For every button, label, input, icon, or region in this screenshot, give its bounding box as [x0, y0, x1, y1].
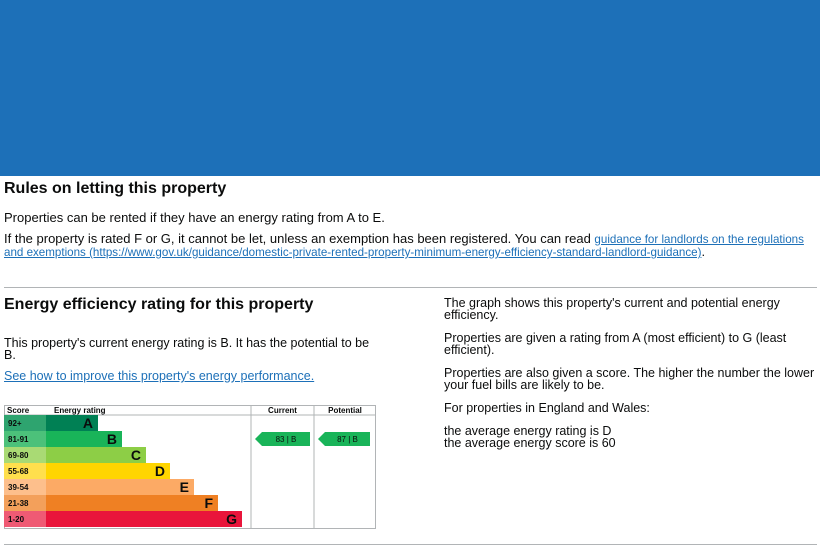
rules-paragraph-2-text: If the property is rated F or G, it cannot be let, unless an exemption has been registered. You can read: [4, 231, 595, 246]
rating-scale-explanation: Properties are given a rating from A (most efficient) to G (least efficient).: [444, 331, 787, 357]
band-score-label-c: 69-80: [8, 451, 29, 460]
band-letter-d: D: [154, 463, 165, 479]
energy-rating-chart: [4, 405, 376, 529]
band-bar-g: [46, 511, 242, 527]
band-score-label-g: 1-20: [8, 515, 25, 524]
band-score-label-b: 81-91: [8, 435, 29, 444]
rules-paragraph-2-end: .: [701, 244, 706, 259]
graph-explanation: The graph shows this property's current and potential energy efficiency.: [444, 296, 780, 322]
energy-efficiency-heading: Energy efficiency rating for this property: [4, 296, 314, 313]
regional-intro: For properties in England and Wales:: [444, 401, 650, 415]
header-banner: [0, 0, 820, 176]
rules-paragraph-2: [4, 233, 818, 259]
band-score-label-a: 92+: [8, 419, 22, 428]
band-letter-e: E: [179, 479, 189, 495]
rules-paragraph-1: Properties can be rented if they have an energy rating from A to E.: [4, 210, 385, 225]
landlord-guidance-link[interactable]: guidance for landlords on the regulations and exemptions (https://www.gov.uk/guidance/domestic-private-rented-property-minimum-energy-efficiency-standard-landlord-guidance): [4, 233, 804, 259]
band-bar-d: [46, 463, 170, 479]
band-letter-f: F: [204, 495, 213, 511]
average-score: the average energy score is 60: [444, 436, 616, 450]
band-score-label-e: 39-54: [8, 483, 29, 492]
energy-rating-summary: This property's current energy rating is B. It has the potential to be B.: [4, 336, 370, 362]
band-letter-b: B: [106, 431, 117, 447]
chart-header-score: Score: [7, 406, 30, 415]
band-score-label-d: 55-68: [8, 467, 29, 476]
band-letter-g: G: [226, 511, 237, 527]
current-rating-arrow-label: 83 | B: [275, 435, 297, 444]
bottom-divider: [4, 544, 817, 545]
improve-performance-link[interactable]: See how to improve this property's energy performance.: [4, 369, 315, 383]
energy-info-column: [444, 297, 818, 449]
section-divider: [4, 287, 817, 288]
band-bar-f: [46, 495, 218, 511]
potential-rating-arrow-label: 87 | B: [337, 435, 358, 444]
average-rating: the average energy rating is D: [444, 424, 612, 438]
chart-header-energy-rating: Energy rating: [54, 406, 106, 415]
band-letter-c: C: [130, 447, 141, 463]
rules-heading: Rules on letting this property: [4, 180, 227, 197]
chart-header-current: Current: [268, 406, 297, 415]
chart-header-potential: Potential: [328, 406, 362, 415]
band-letter-a: A: [82, 415, 93, 431]
score-explanation: Properties are also given a score. The higher the number the lower your fuel bills are likely to be.: [444, 366, 815, 392]
band-bar-e: [46, 479, 194, 495]
band-score-label-f: 21-38: [8, 499, 29, 508]
